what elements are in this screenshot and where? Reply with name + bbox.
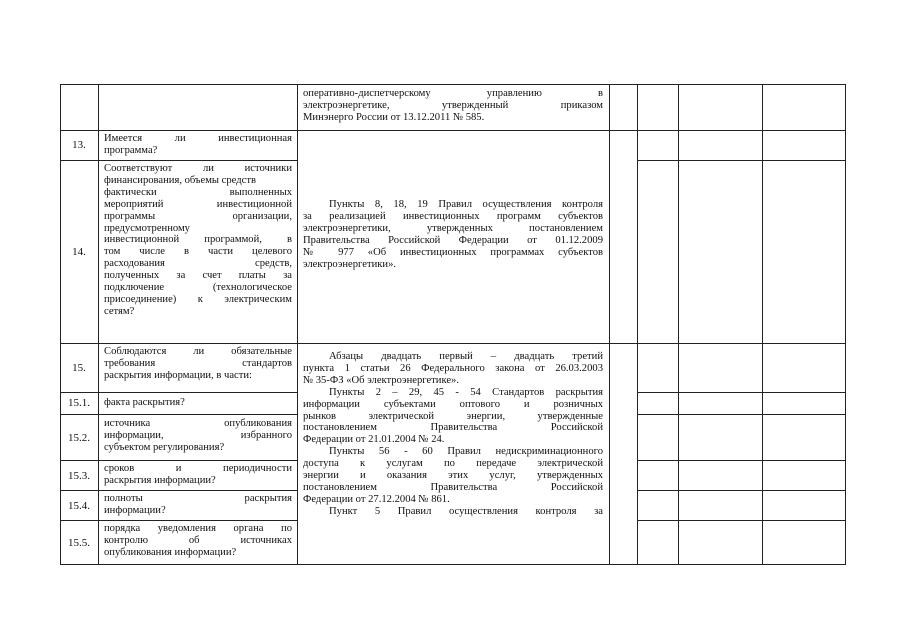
row-divider [60,414,297,415]
question-text [104,346,292,382]
column-divider [98,84,99,565]
question-text [104,523,292,559]
row-divider [60,160,297,161]
row-divider [60,343,846,344]
text-line: раскрытия информации, в части: [104,369,252,381]
basis-text [303,351,603,518]
row-divider [60,460,297,461]
row-number: 15.5. [68,537,90,549]
text-line: сетям? [104,305,135,317]
text-line: требования стандартов [104,357,292,369]
text-line: постановлением Правительства Российской [303,422,603,434]
text-line: Пункт 5 Правил осуществления контроля за [329,505,603,517]
text-line: рынков электрической энергии, утвержденные [303,410,603,422]
text-line: подключение (технологическое [104,282,292,294]
text-line: предусмотренному [104,222,190,234]
text-line: электроэнергетики, утвержденных постановлением [303,222,603,234]
text-line: оперативно-диспетчерскому управлению в [303,88,603,99]
column-divider [678,84,679,565]
column-divider [60,84,61,565]
text-line: том числе в части целевого [104,246,292,258]
table-bottom-border [60,564,846,565]
text-line: присоединение) к электрическим [104,293,292,305]
text-line: финансирования, объемы средств [104,174,256,186]
question-text [104,463,292,487]
text-line: информации, избранного [104,429,292,441]
text-line: Пункты 2 – 29, 45 - 54 Стандартов раскрытия [329,386,603,398]
basis-text [303,199,603,270]
text-line: сроков и периодичности [104,463,292,474]
text-line: порядка уведомления органа по [104,523,292,534]
text-line: № 35-ФЗ «Об электроэнергетике». [303,374,459,386]
column-divider [297,84,298,565]
text-line: Федерации от 21.01.2004 № 24. [303,434,445,446]
question-text [104,493,292,517]
question-text [104,133,292,157]
text-line: информации? [104,504,166,516]
row-divider [637,490,846,491]
text-line: инвестиционной программой, в [104,234,292,246]
question-text [104,163,292,318]
row-divider [60,130,846,131]
row-number: 14. [72,246,86,258]
text-line: № 977 «Об инвестиционных программах субъектов [303,246,603,258]
text-line: мероприятий инвестиционной [104,198,292,210]
column-divider [845,84,846,565]
row-divider [637,392,846,393]
text-line: полноты раскрытия [104,493,292,504]
text-line: Абзацы двадцать первый – двадцать третий [329,351,603,362]
column-divider [762,84,763,565]
text-line: Пункты 8, 18, 19 Правил осуществления контроля [329,199,603,210]
text-line: Пункты 56 - 60 Правил недискриминационного [329,446,603,458]
row-divider [60,392,297,393]
text-line: источника опубликования [104,418,292,429]
text-line: факта раскрытия? [104,397,185,408]
basis-text [303,88,603,124]
question-text [104,418,292,454]
text-line: доступа к услугам по передаче электрической [303,458,603,470]
column-divider [609,84,610,565]
text-line: Соблюдаются ли обязательные [104,346,292,357]
text-line: Минэнерго России от 13.12.2011 № 585. [303,111,485,123]
text-line: Федерации от 27.12.2004 № 861. [303,493,450,505]
row-number: 15. [72,362,86,374]
text-line: субъектом регулирования? [104,441,225,453]
text-line: раскрытия информации? [104,474,216,486]
table-top-border [60,84,846,85]
row-divider [637,460,846,461]
text-line: Имеется ли инвестиционная [104,133,292,144]
row-number: 15.3. [68,470,90,482]
text-line: Правительства Российской Федерации от 01.12.2009 [303,234,603,246]
column-divider [637,84,638,565]
text-line: постановлением Правительства Российской [303,481,603,493]
text-line: расходования средств, [104,258,292,270]
row-divider [637,414,846,415]
question-text [104,397,292,409]
row-number: 13. [72,139,86,151]
text-line: энергии и оказания этих услуг, утвержденных [303,470,603,482]
text-line: информации субъектами оптового и розничных [303,398,603,410]
text-line: фактически выполненных [104,186,292,198]
row-divider [60,520,297,521]
row-divider [60,490,297,491]
text-line: Соответствуют ли источники [104,163,292,174]
row-divider [637,160,846,161]
text-line: опубликования информации? [104,546,237,558]
text-line: программа? [104,144,158,156]
text-line: полученных за счет платы за [104,270,292,282]
row-number: 15.2. [68,432,90,444]
text-line: пункта 1 статьи 26 Федерального закона от 26.03.2003 [303,362,603,374]
text-line: электроэнергетике, утвержденный приказом [303,99,603,111]
row-divider [637,520,846,521]
row-number: 15.4. [68,500,90,512]
text-line: за реализацией инвестиционных программ субъектов [303,210,603,222]
text-line: программы организации, [104,210,292,222]
text-line: электроэнергетики». [303,258,397,270]
text-line: контролю об источниках [104,534,292,546]
row-number: 15.1. [68,397,90,409]
